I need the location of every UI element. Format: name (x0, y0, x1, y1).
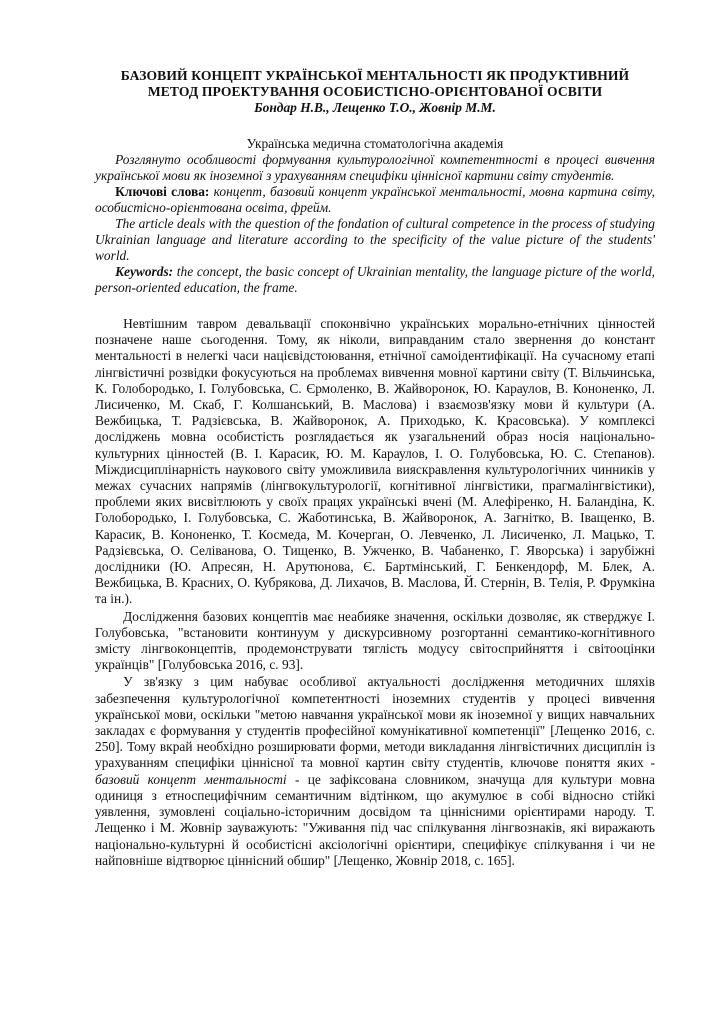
abstract-ua: Розглянуто особливості формування культурологічної компетентності в процесі вивчення української мови як іноземної з урахуванням специфіки ціннісної картини світу студентів. (95, 152, 655, 183)
article (95, 68, 655, 869)
paragraph-3-part-b: - це зафіксована словником, значуща для культури мовна одиниця з етноспецифічним семантичним відтінком, що акумулює в собі відносно стійкі уявлення, зумовлені соціально-історичним досвідом та ціннісними орієнтирами народу. Т. Лещенко і М. Жовнір зауважують: "Уживання під час спілкування лінгвознаків, які виражають національно-культурні й особистісні аксіологічні орієнтири, специфікує спілкування і чи не найповніше відтворює ціннісний обшир" [Лещенко, Жовнір 2018, с. 165]. (95, 771, 655, 868)
paragraph-1: Невтішним тавром девальвації споконвічно українських морально-етнічних цінностей позначене наше сьогодення. Тому, як ніколи, виправданим стало звернення до констант ментальності в нелегкі часи націєвідстоювання, етнічної самоідентифікації. На сучасному етапі лінгвістичні розвідки фокусуються на проблемах вивчення мовної картини світу (Т. Вільчинська, К. Голобородько, І. Голубовська, С. Єрмоленко, В. Жайворонок, Ю. Караулов, В. Кононенко, Л. Лисиченко, М. Скаб, Г. Колшанський, В. Маслова) і взаємозв'язку мови й культури (А. Вежбицька, Т. Радзієвська, В. Жайворонок, А. Приходько, К. Красовська). У комплексі досліджень мовна особистість розглядається як узагальнений образ носія національно-культурних цінностей (В. І. Карасик, Ю. М. Караулов, І. О. Голубовська, Ю. С. Степанов). Міждисциплінарність наукового світу уможливила вияскравлення культурологічних чинників у межах сучасних напрямів (лінгвокультурології, когнітивної лінгвістики, прагмалінгвістики), проблеми яких висвітлюють у своїх працях українські вчені (М. Алефіренко, Н. Баландіна, К. Голобородько, І. Голубовська, С. Жаботинська, В. Жайворонок, А. Загнітко, В. Іващенко, В. Карасик, В. Кононенко, Т. Космеда, М. Кочерган, О. Левченко, Л. Лисиченко, Л. Мацько, Т. Радзієвська, О. Селіванова, О. Тищенко, В. Ужченко, В. Чабаненко, Г. Яворська) і зарубіжні дослідники (Ю. Апресян, Н. Арутюнова, Є. Бартмінський, Г. Бенкендорф, М. Блек, А. Вежбицька, В. Красних, О. Кубрякова, Д. Лихачов, В. Маслова, Й. Стернін, В. Телія, Р. Фрумкіна та ін.). (95, 316, 655, 607)
title-line-2: МЕТОД ПРОЕКТУВАННЯ ОСОБИСТІСНО-ОРІЄНТОВАНОЇ ОСВІТИ (147, 84, 603, 99)
keywords-en-text: the concept, the basic concept of Ukrainian mentality, the language picture of the world, person-oriented education, the frame. (95, 264, 655, 295)
abstract-en: The article deals with the question of the fondation of cultural competence in the process of studying Ukrainian language and literature according to the specificity of the value picture of the students' world. (95, 216, 655, 263)
keywords-ua-text: концепт, базовий концепт української ментальності, мовна картина світу, особистісно-орієнтована освіта, фрейм. (95, 184, 655, 215)
article-body (95, 316, 655, 869)
authors: Бондар Н.В., Лещенко Т.О., Жовнір М.М. (254, 100, 496, 115)
title-line-1: БАЗОВИЙ КОНЦЕПТ УКРАЇНСЬКОЇ МЕНТАЛЬНОСТІ ЯК ПРОДУКТИВНИЙ (120, 68, 630, 83)
keywords-ua-label: Ключові слова: (115, 184, 210, 199)
keywords-en-label: Keywords: (115, 264, 174, 279)
paragraph-3-part-a: У зв'язку з цим набуває особливої актуальності дослідження методичних шляхів забезпечення культурологічної компетентності іноземних студентів у процесі вивчення української мови, оскільки "метою навчання української мови як іноземної у вищих навчальних закладах є формування у студентів професійної комунікативної компетенції" [Лещенко 2016, с. 250]. Тому вкрай необхідно розширювати форми, методи викладання лінгвістичних дисциплін із урахуванням специфіки ціннісної та мовної картин світу студентів, ключове поняття яких - (95, 674, 655, 771)
keywords-en (95, 264, 655, 296)
paragraph-2: Дослідження базових концептів має неабияке значення, оскільки дозволяє, як стверджує І. Голубовська, "встановити континуум у дискурсивному розгортанні семантико-когнітивного змісту лінгвоконцептів, продемонструвати тяглість модусу світосприйняття і світооцінки українців" [Голубовська 2016, с. 93]. (95, 608, 655, 673)
keywords-ua (95, 184, 655, 216)
paragraph-3-term: базовий концепт ментальності (95, 771, 287, 787)
affiliation: Українська медична стоматологічна академія (246, 136, 504, 151)
paragraph-3 (95, 674, 655, 868)
article-title (95, 68, 655, 100)
